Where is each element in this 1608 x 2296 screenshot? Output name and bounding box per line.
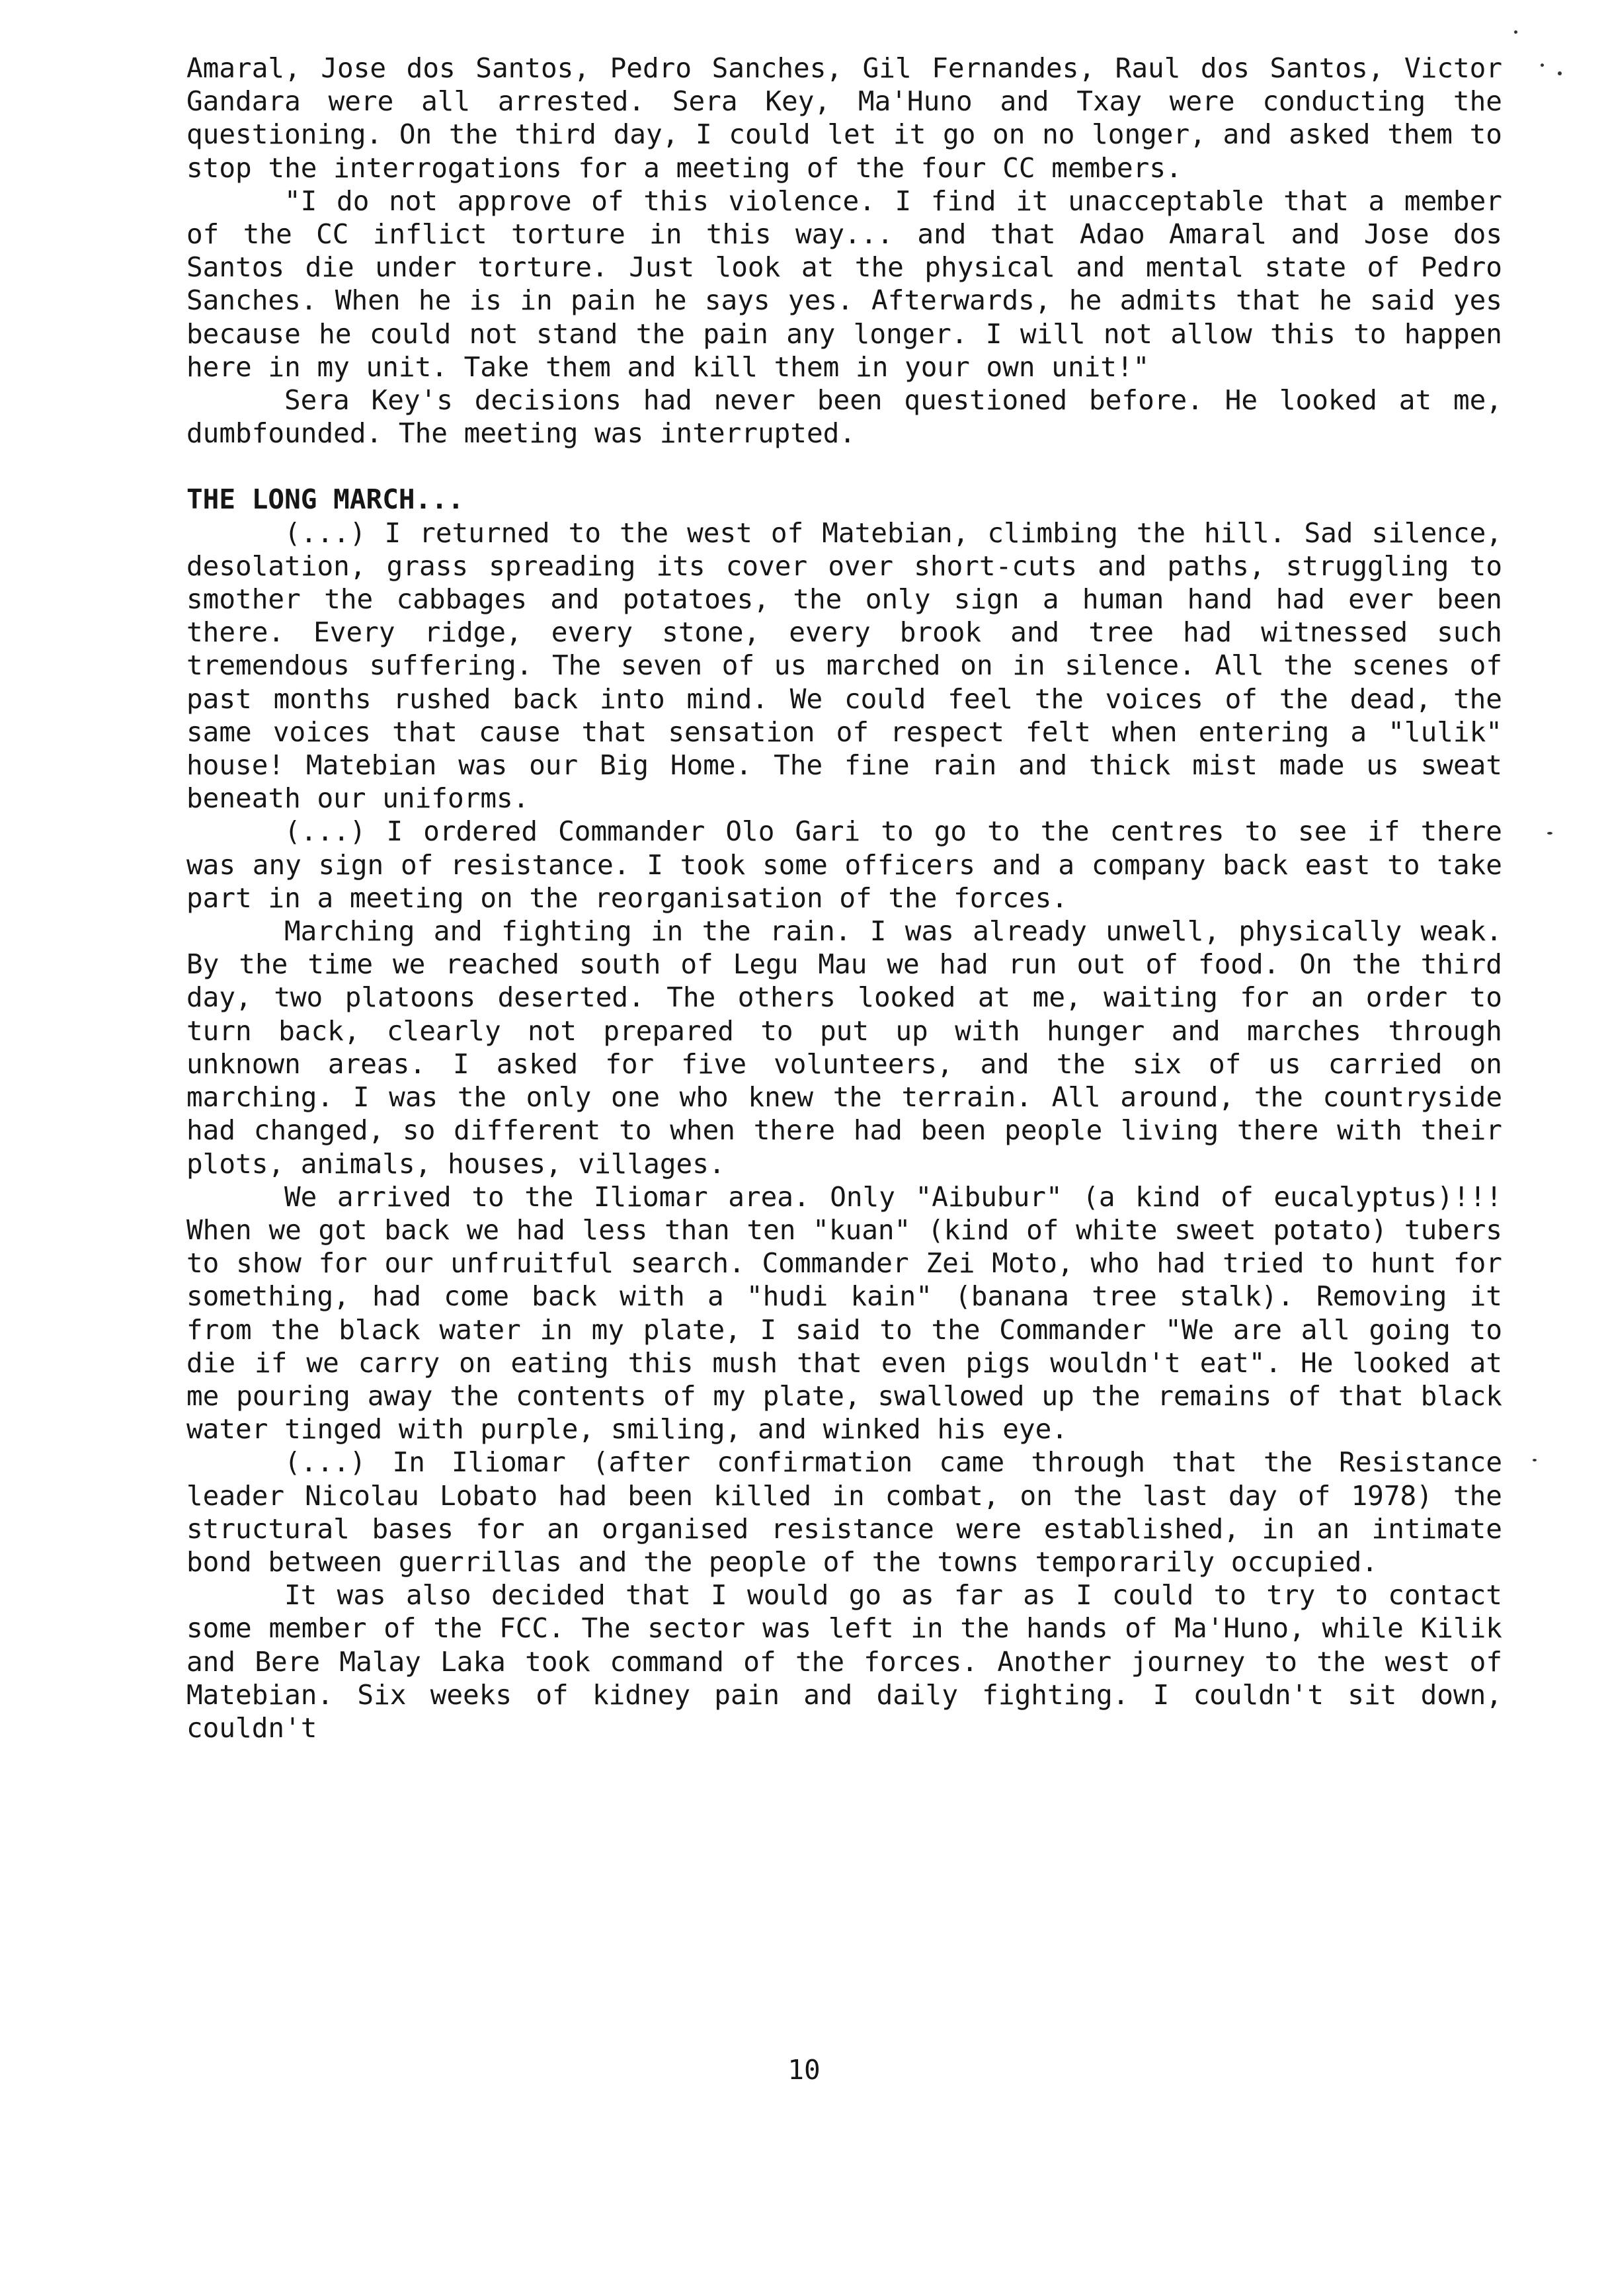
scan-speck (1541, 63, 1544, 67)
paragraph: (...) In Iliomar (after confirmation came through that the Resistance leader Nicolau Lobato had been killed in combat, on the last day of 1978) the structural bases for an organised resistance were established, in an intimate bond between guerrillas and the people of the towns temporarily occupied. (186, 1446, 1502, 1578)
paragraph: (...) I returned to the west of Matebian, climbing the hill. Sad silence, desolation, grass spreading its cover over short-cuts and paths, struggling to smother the cabbages and potatoes, the only sign a human hand had ever been there. Every ridge, every stone, every brook and tree had witnessed such tremendous suffering. The seven of us marched on in silence. All the scenes of past months rushed back into mind. We could feel the voices of the dead, the same voices that cause that sensation of respect felt when entering a "lulik" house! Matebian was our Big Home. The fine rain and thick mist made us sweat beneath our uniforms. (186, 516, 1502, 815)
paragraph: (...) I ordered Commander Olo Gari to go to the centres to see if there was any sign of resistance. I took some officers and a company back east to take part in a meeting on the reorganisation of the forces. (186, 815, 1502, 914)
scan-speck (1547, 832, 1552, 835)
paragraph: Sera Key's decisions had never been questioned before. He looked at me, dumbfounded. The meeting was interrupted. (186, 384, 1502, 450)
paragraph: "I do not approve of this violence. I find it unacceptable that a member of the CC inflict torture in this way... and that Adao Amaral and Jose dos Santos die under torture. Just look at the physical and mental state of Pedro Sanches. When he is in pain he says yes. Afterwards, he admits that he said yes because he could not stand the pain any longer. I will not allow this to happen here in my unit. Take them and kill them in your own unit!" (186, 184, 1502, 383)
scan-speck (1533, 1459, 1537, 1461)
section-heading: THE LONG MARCH... (186, 483, 464, 516)
document-body (186, 52, 1502, 1744)
scan-speck (1514, 30, 1517, 34)
paragraph: Marching and fighting in the rain. I was already unwell, physically weak. By the time we reached south of Legu Mau we had run out of food. On the third day, two platoons deserted. The others looked at me, waiting for an order to turn back, clearly not prepared to put up with hunger and marches through unknown areas. I asked for five volunteers, and the six of us carried on marching. I was the only one who knew the terrain. All around, the countryside had changed, so different to when there had been people living there with their plots, animals, houses, villages. (186, 915, 1502, 1180)
scan-speck (1558, 71, 1562, 75)
page-number: 10 (787, 2054, 821, 2086)
paragraph: We arrived to the Iliomar area. Only "Aibubur" (a kind of eucalyptus)!!! When we got back we had less than ten "kuan" (kind of white sweet potato) tubers to show for our unfruitful search. Commander Zei Moto, who had tried to hunt for something, had come back with a "hudi kain" (banana tree stalk). Removing it from the black water in my plate, I said to the Commander "We are all going to die if we carry on eating this mush that even pigs wouldn't eat". He looked at me pouring away the contents of my plate, swallowed up the remains of that black water tinged with purple, smiling, and winked his eye. (186, 1180, 1502, 1446)
paragraph: Amaral, Jose dos Santos, Pedro Sanches, Gil Fernandes, Raul dos Santos, Victor Gandara were all arrested. Sera Key, Ma'Huno and Txay were conducting the questioning. On the third day, I could let it go on no longer, and asked them to stop the interrogations for a meeting of the four CC members. (186, 52, 1502, 184)
paragraph: It was also decided that I would go as far as I could to try to contact some member of the FCC. The sector was left in the hands of Ma'Huno, while Kilik and Bere Malay Laka took command of the forces. Another journey to the west of Matebian. Six weeks of kidney pain and daily fighting. I couldn't sit down, couldn't (186, 1579, 1502, 1744)
